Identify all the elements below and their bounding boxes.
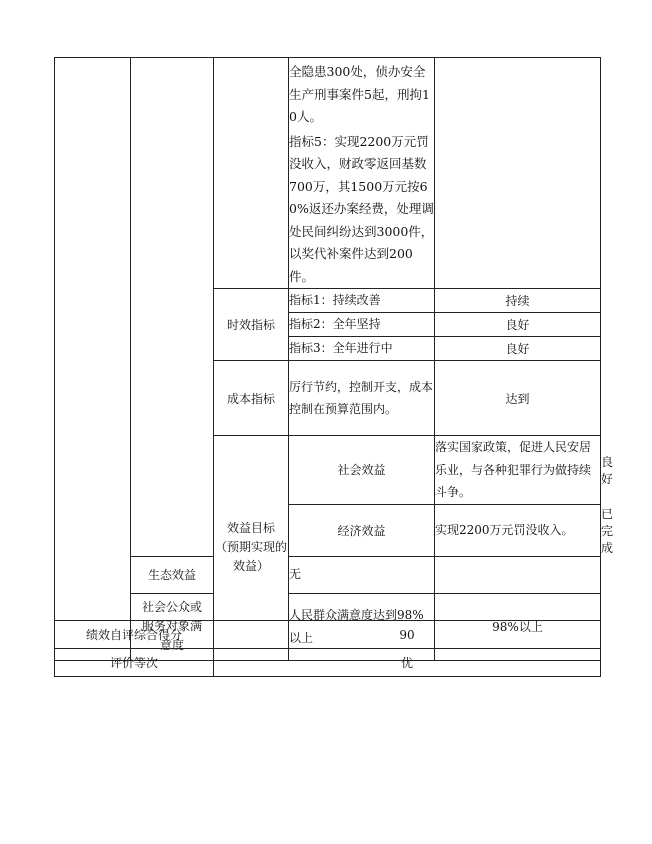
table-row	[55, 58, 601, 289]
result-value: 持续	[435, 289, 601, 313]
indicator-text: 指标1：持续改善	[289, 289, 435, 313]
timeliness-label: 时效指标	[214, 289, 289, 361]
empty-cell	[214, 58, 289, 289]
indicator-text: 指标3：全年进行中	[289, 337, 435, 361]
result-value: 良好	[435, 337, 601, 361]
result-value: 达到	[435, 361, 601, 436]
indicator-text: 厉行节约，控制开支，成本控制在预算范围内。	[289, 361, 435, 436]
table-row: 经济效益 实现2200万元罚没收入。 已完成	[55, 504, 601, 556]
indicator-text: 人民群众满意度达到98%以上	[289, 593, 435, 660]
cost-label: 成本指标	[214, 361, 289, 436]
score-table	[54, 620, 601, 677]
social-benefit-label: 社会效益	[289, 436, 435, 505]
table-row: 效益目标 （预期实现的 效益） 社会效益 落实国家政策，促进人民安居乐业，与各种犯罪行为做持续斗争。 良好	[55, 436, 601, 505]
grade-label: 评价等次	[55, 649, 214, 677]
empty-cell	[435, 58, 601, 289]
benefit-label: 效益目标 （预期实现的 效益）	[214, 436, 289, 661]
economic-benefit-label: 经济效益	[289, 504, 435, 556]
result-value: 良好	[435, 313, 601, 337]
table-row	[55, 621, 601, 649]
score-label: 绩效自评综合得分	[55, 621, 214, 649]
empty-cell	[131, 58, 214, 557]
indicator-text: 落实国家政策，促进人民安居乐业，与各种犯罪行为做持续斗争。	[435, 436, 601, 505]
result-value	[435, 556, 601, 593]
result-value: 98%以上	[435, 593, 601, 660]
table-row	[55, 556, 601, 593]
satisfaction-label: 社会公众或 服务对象满 意度	[131, 593, 214, 660]
empty-cell	[55, 58, 131, 661]
indicator-text: 无	[289, 556, 435, 593]
grade-value: 优	[214, 649, 601, 677]
indicator-text: 指标2：全年坚持	[289, 313, 435, 337]
score-value: 90	[214, 621, 601, 649]
indicator-text: 全隐患300处，侦办安全生产刑事案件5起，刑拘10人。 指标5：实现2200万元罚没收入，财政零返回基数700万，其1500万元按60%返还办案经费，处理调处民间纠纷达到3000件，以奖代补案件达到200件。	[289, 58, 435, 289]
ecological-benefit-label: 生态效益	[131, 556, 214, 593]
performance-table	[54, 57, 614, 661]
indicator-text: 实现2200万元罚没收入。	[435, 504, 601, 556]
table-row	[55, 649, 601, 677]
